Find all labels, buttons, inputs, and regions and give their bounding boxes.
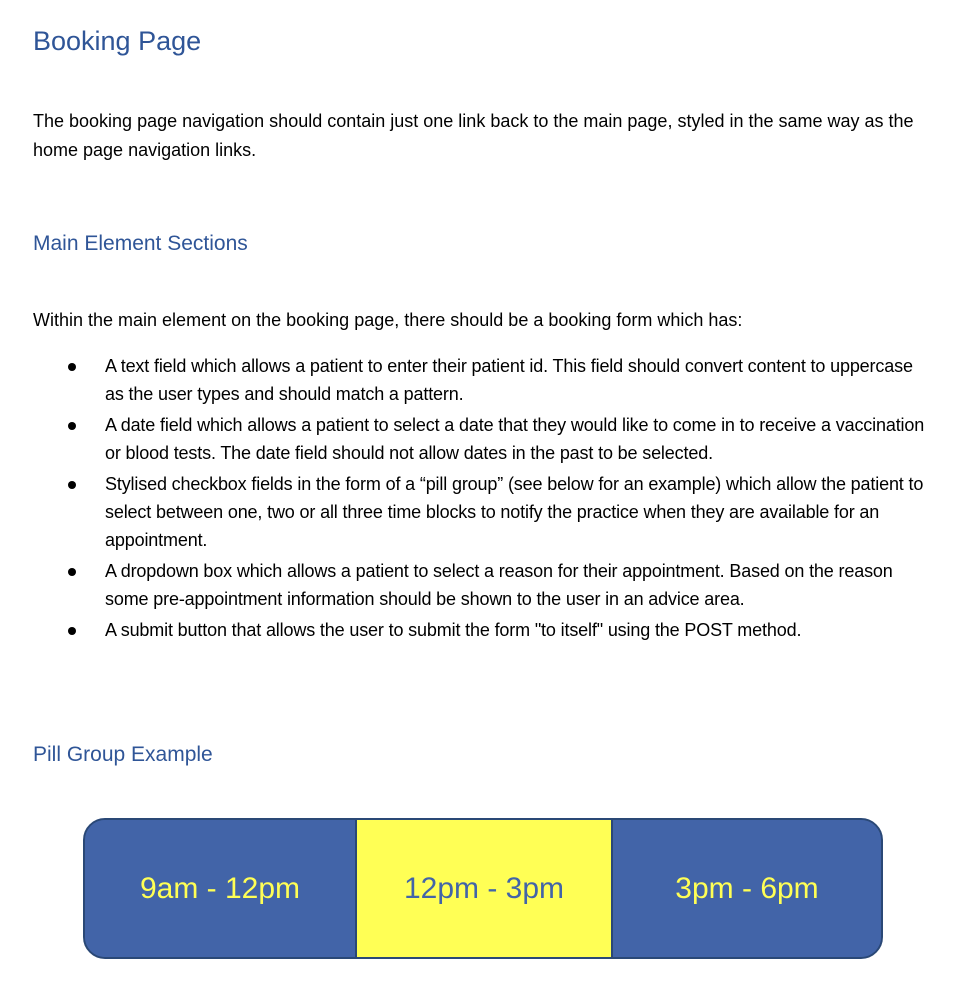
bullet-icon: [68, 481, 76, 489]
list-item: [0, 411, 935, 467]
pill-9am-12pm[interactable]: 9am - 12pm: [85, 820, 355, 957]
pill-12pm-3pm[interactable]: 12pm - 3pm: [355, 820, 613, 957]
list-item-text: A date field which allows a patient to select a date that they would like to come in to receive a vaccination or blood tests. The date field should not allow dates in the past to be selected.: [105, 415, 925, 463]
section-heading: Main Element Sections: [33, 232, 248, 255]
page-heading: Booking Page: [33, 26, 202, 56]
bullet-icon: [68, 627, 76, 635]
requirements-list: [0, 352, 960, 647]
pill-group: [83, 818, 883, 959]
bullet-icon: [68, 568, 76, 576]
intro-paragraph: The booking page navigation should contain just one link back to the main page, styled in the same way as the home page navigation links.: [33, 111, 914, 160]
list-item-text: A text field which allows a patient to enter their patient id. This field should convert content to uppercase as the user types and should match a pattern.: [105, 356, 913, 404]
list-item-text: Stylised checkbox fields in the form of a “pill group” (see below for an example) which allow the patient to select between one, two or all three time blocks to notify the practice when they are available for an appointment.: [105, 474, 924, 550]
bullet-icon: [68, 422, 76, 430]
pill-3pm-6pm[interactable]: 3pm - 6pm: [613, 820, 881, 957]
bullet-icon: [68, 363, 76, 371]
list-item: [0, 557, 935, 613]
list-item: [0, 470, 935, 554]
list-item: [0, 352, 935, 408]
list-item-text: A dropdown box which allows a patient to select a reason for their appointment. Based on the reason some pre-appointment information should be shown to the user in an advice area.: [105, 561, 893, 609]
example-heading: Pill Group Example: [33, 743, 213, 766]
section-intro-paragraph: Within the main element on the booking page, there should be a booking form which has:: [33, 310, 743, 330]
list-item-text: A submit button that allows the user to submit the form "to itself" using the POST method.: [105, 620, 802, 640]
list-item: [0, 616, 935, 644]
